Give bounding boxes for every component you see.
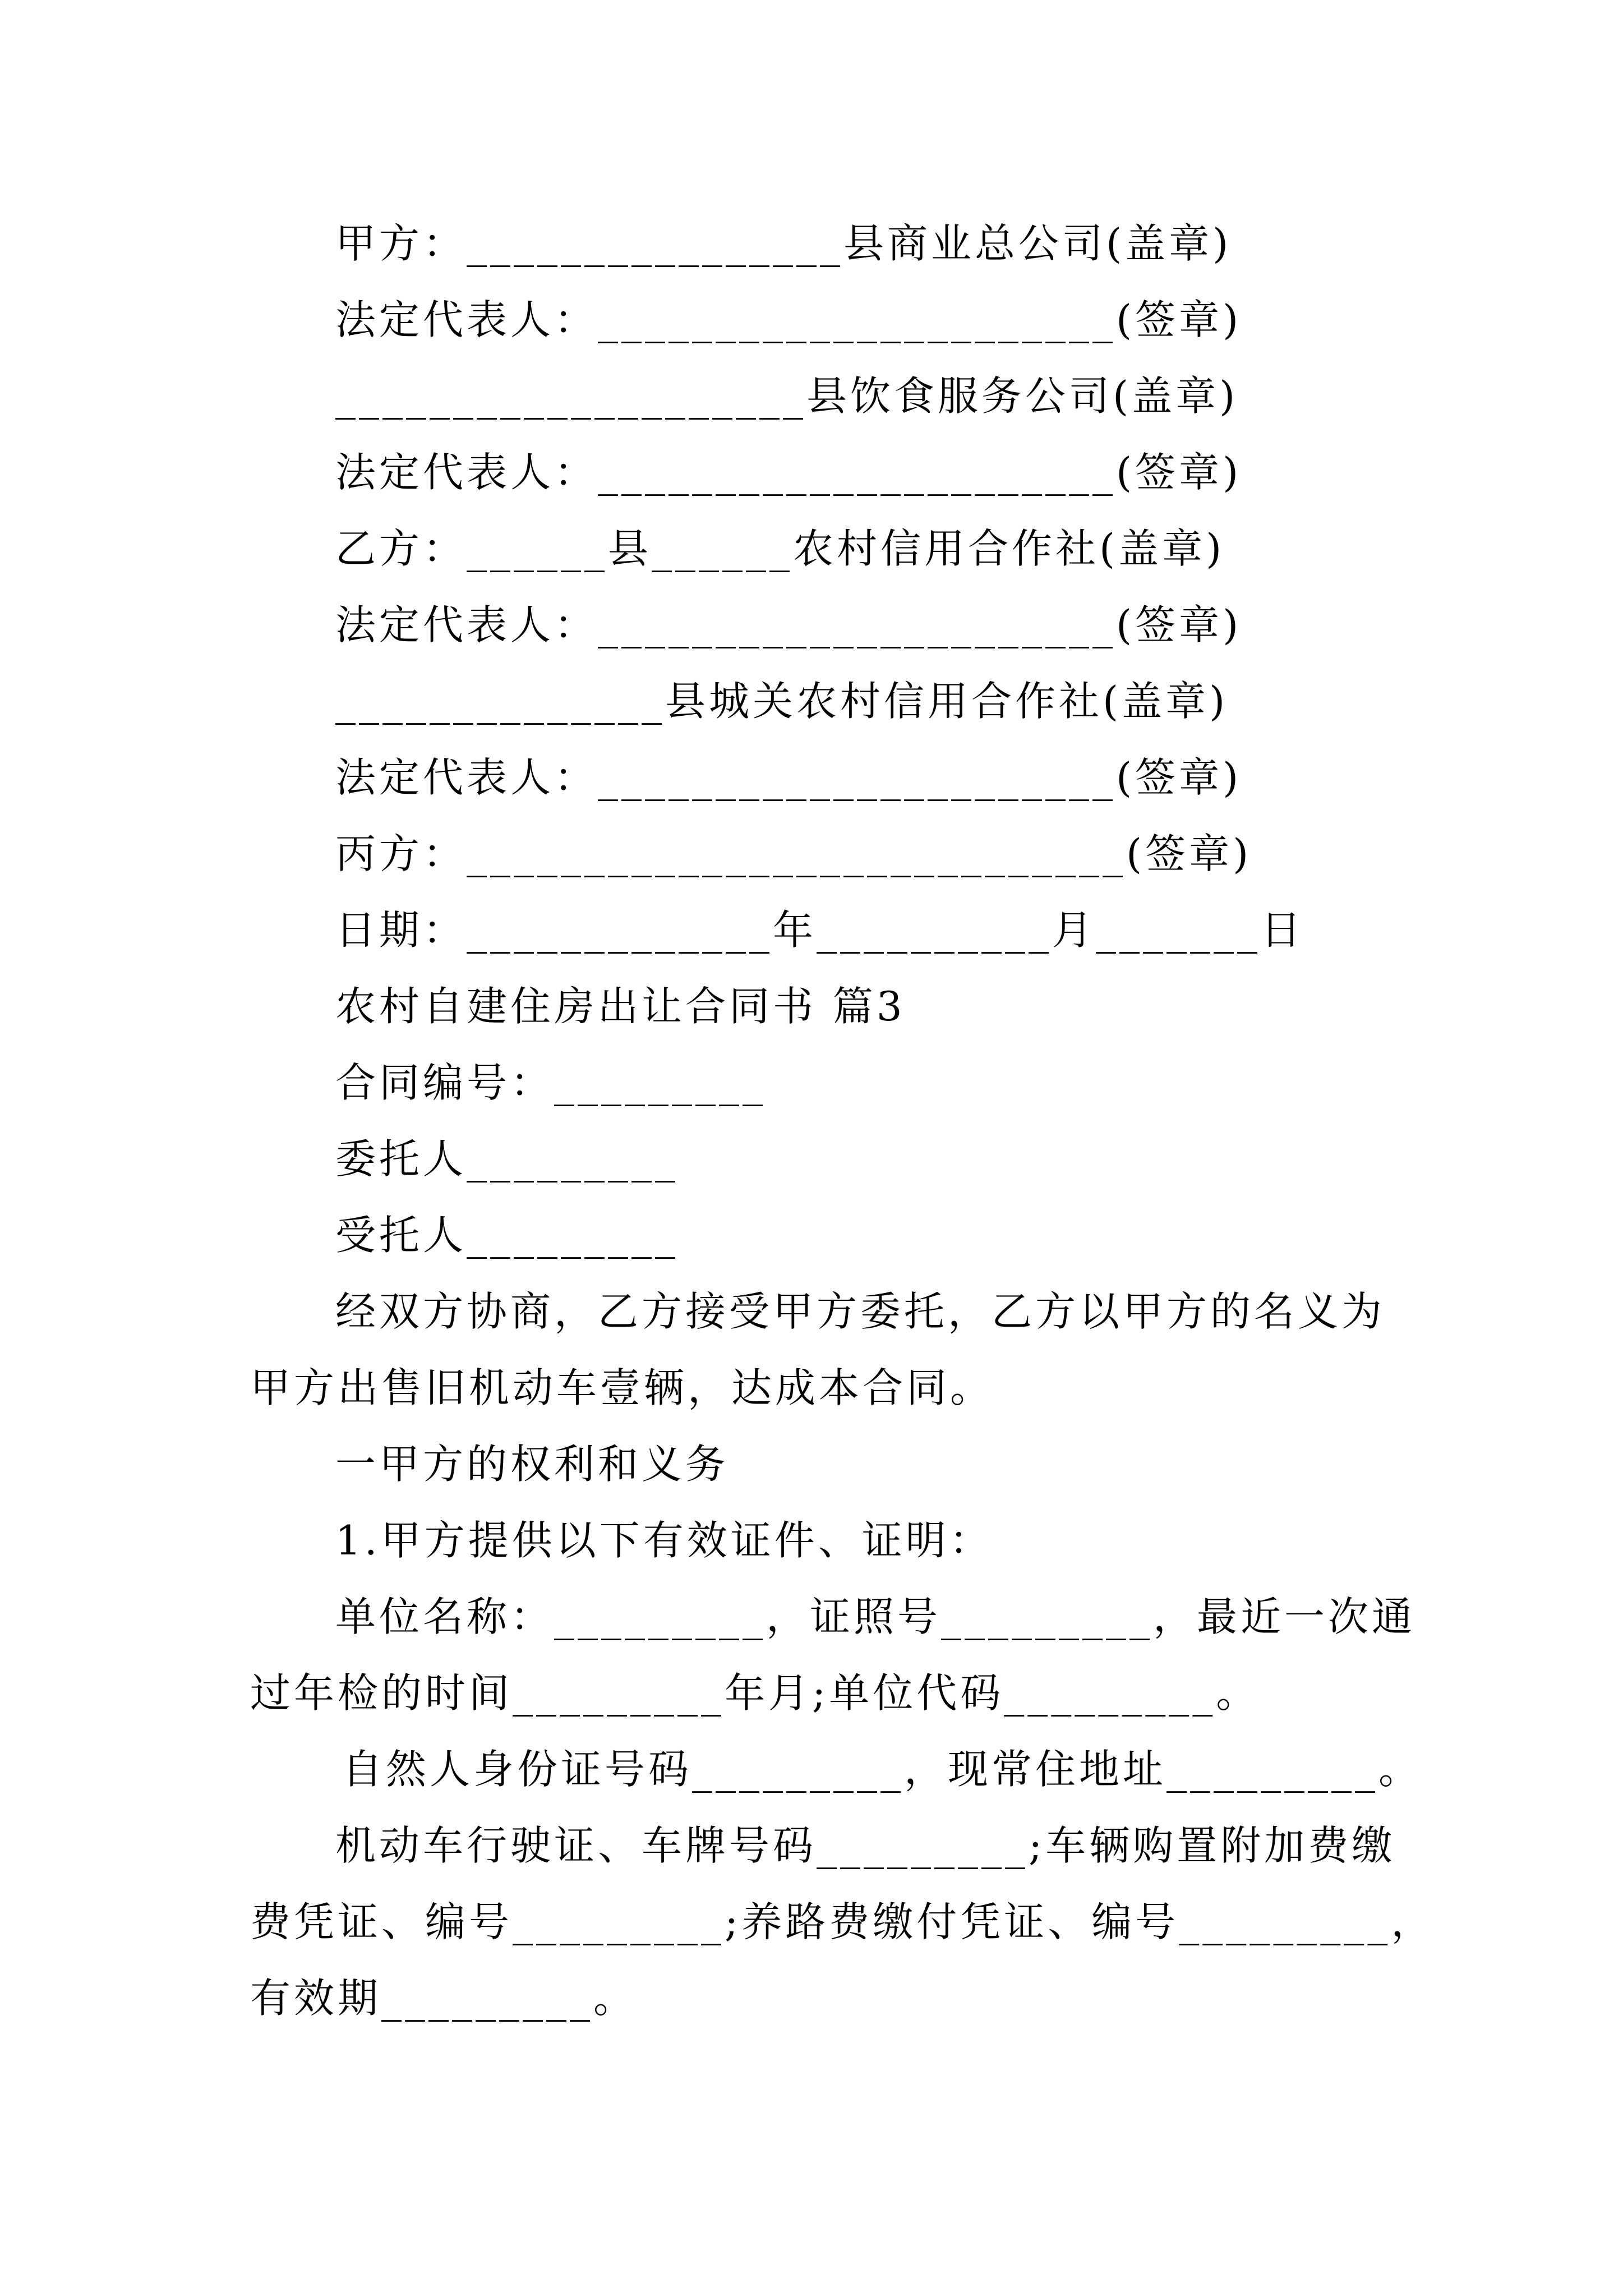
legal-rep-line: 法定代表人：______________________(签章) bbox=[335, 296, 1242, 343]
party-b-line: 乙方：______县______农村信用合作社(盖章) bbox=[335, 525, 1225, 572]
principal-line: 委托人_________ bbox=[335, 1135, 679, 1182]
heading-line: 一甲方的权利和义务 bbox=[335, 1441, 730, 1488]
legal-rep-line: 法定代表人：______________________(签章) bbox=[335, 754, 1242, 801]
date-line: 日期：_____________年__________月_______日 bbox=[335, 907, 1305, 954]
food-service-line: ____________________县饮食服务公司(盖章) bbox=[335, 372, 1239, 420]
paragraph-line: 甲方出售旧机动车壹辆，达成本合同。 bbox=[250, 1364, 994, 1411]
paragraph-line: 自然人身份证号码_________，现常住地址_________。 bbox=[342, 1746, 1423, 1793]
list-item: 1.甲方提供以下有效证件、证明： bbox=[335, 1517, 993, 1564]
section-title: 农村自建住房出让合同书 篇3 bbox=[335, 983, 906, 1030]
agent-line: 受托人_________ bbox=[335, 1212, 679, 1259]
paragraph-line: 经双方协商，乙方接受甲方委托，乙方以甲方的名义为 bbox=[335, 1288, 1386, 1335]
party-c-line: 丙方：____________________________(签章) bbox=[335, 830, 1252, 877]
credit-coop-line: ______________县城关农村信用合作社(盖章) bbox=[335, 678, 1229, 725]
party-a-line: 甲方：________________县商业总公司(盖章) bbox=[335, 220, 1232, 267]
paragraph-line: 过年检的时间_________年月;单位代码_________。 bbox=[250, 1669, 1260, 1717]
legal-rep-line: 法定代表人：______________________(签章) bbox=[335, 601, 1242, 648]
paragraph-line: 有效期_________。 bbox=[250, 1975, 638, 2022]
paragraph-line: 费凭证、编号_________;养路费缴付凭证、编号_________， bbox=[250, 1898, 1435, 1945]
legal-rep-line: 法定代表人：______________________(签章) bbox=[335, 449, 1242, 496]
paragraph-line: 机动车行驶证、车牌号码_________;车辆购置附加费缴 bbox=[335, 1822, 1396, 1869]
contract-number-line: 合同编号：_________ bbox=[335, 1059, 767, 1106]
paragraph-line: 单位名称：_________，证照号_________，最近一次通 bbox=[335, 1593, 1416, 1640]
